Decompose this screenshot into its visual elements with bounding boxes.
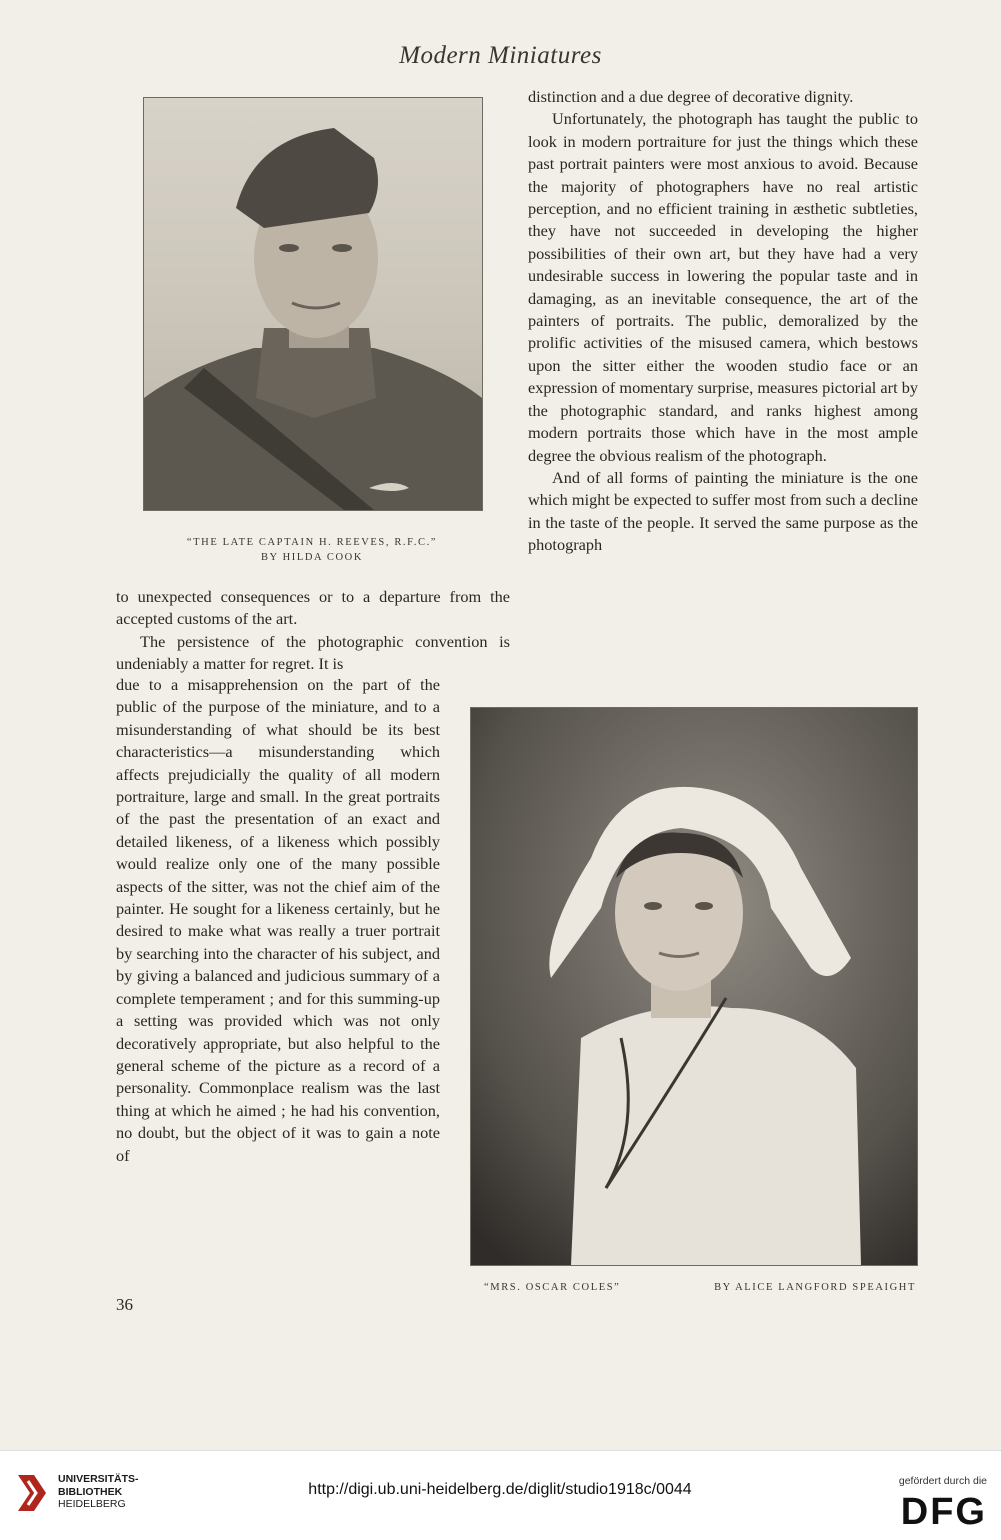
paragraph: distinction and a due degree of decorative dignity. [528, 87, 854, 106]
page-number: 36 [116, 1295, 133, 1314]
paragraph: due to a misapprehension on the part of the public of the purpose of the miniature, and to a misunderstanding of what should be its best characteristics—a misunderstanding which affects prejudicially the quality of all modern portraiture, large and small. In the great portraits of the past the presentation of an exact and detailed likeness, of a likeness which possibly would realize only one of the many possible aspects of the sitter, was not the chief aim of the painter. He sought for a likeness certainly, but he desired to make what was really a truer portrait by searching into the character of his subject, and by giving a balanced and judicious summary of a complete temperament ; and for this summing-up a setting was provided which was not only decoratively appropriate, but also helpful to the general scheme of the picture as a record of a personality. Commonplace realism was the last thing at which he aimed ; he had his convention, no doubt, but the object of it was to gain a note of [116, 675, 440, 1165]
text-left-bottom [116, 674, 440, 1167]
text-right-top [528, 86, 918, 557]
text-left-mid [116, 586, 510, 676]
portrait-captain-reeves [143, 97, 483, 511]
caption-bottom-credit: BY ALICE LANGFORD SPEAIGHT [714, 1282, 916, 1293]
footer-bar [0, 1450, 1001, 1540]
library-name-line: UNIVERSITÄTS- [58, 1473, 139, 1485]
caption-top-credit: BY HILDA COOK [260, 552, 364, 563]
running-head: Modern Miniatures [399, 42, 602, 69]
library-name-line: BIBLIOTHEK [58, 1485, 123, 1498]
permalink[interactable]: http://digi.ub.uni-heidelberg.de/diglit/studio1918c/0044 [308, 1481, 692, 1498]
caption-top [143, 535, 481, 565]
caption-top-title: “THE LATE CAPTAIN H. REEVES, R.F.C.” [186, 537, 438, 548]
paragraph: The persistence of the photographic convention is undeniably a matter for regret. It is [116, 631, 510, 674]
dfg-logo: DFG [900, 1491, 987, 1533]
portrait-mrs-oscar-coles [470, 707, 918, 1266]
paragraph: And of all forms of painting the miniature is the one which might be expected to suffer most from such a decline in the taste of the people. It served the same purpose as the photograph [528, 467, 918, 555]
paragraph: to unexpected consequences or to a departure from the accepted customs of the art. [116, 587, 510, 629]
caption-bottom-title: “MRS. OSCAR COLES” [484, 1282, 621, 1293]
library-logo-icon [14, 1471, 50, 1519]
paragraph: Unfortunately, the photograph has taught the public to look in modern portraiture for just the things which these past portrait painters were most anxious to avoid. Because the majority of photographers have no real artistic perception, and no efficient training in æsthetic subtleties, they have not succeeded in developing the higher possibilities of their own art, but they have had a very undesirable success in lowering the popular taste and in damaging, as an inevitable consequence, the art of the painters of portraits. The public, demoralized by the prolific activities of the misused camera, which bestows upon the sitter either the wooden studio face or an expression of momentary surprise, measures pictorial art by the photographic standard, and ranks highest among modern portraits those which have in the most ample degree the obvious realism of the photograph. [528, 109, 918, 465]
funded-by-label: gefördert durch die [898, 1475, 987, 1487]
library-name [58, 1473, 139, 1511]
library-name-line: HEIDELBERG [58, 1498, 126, 1510]
